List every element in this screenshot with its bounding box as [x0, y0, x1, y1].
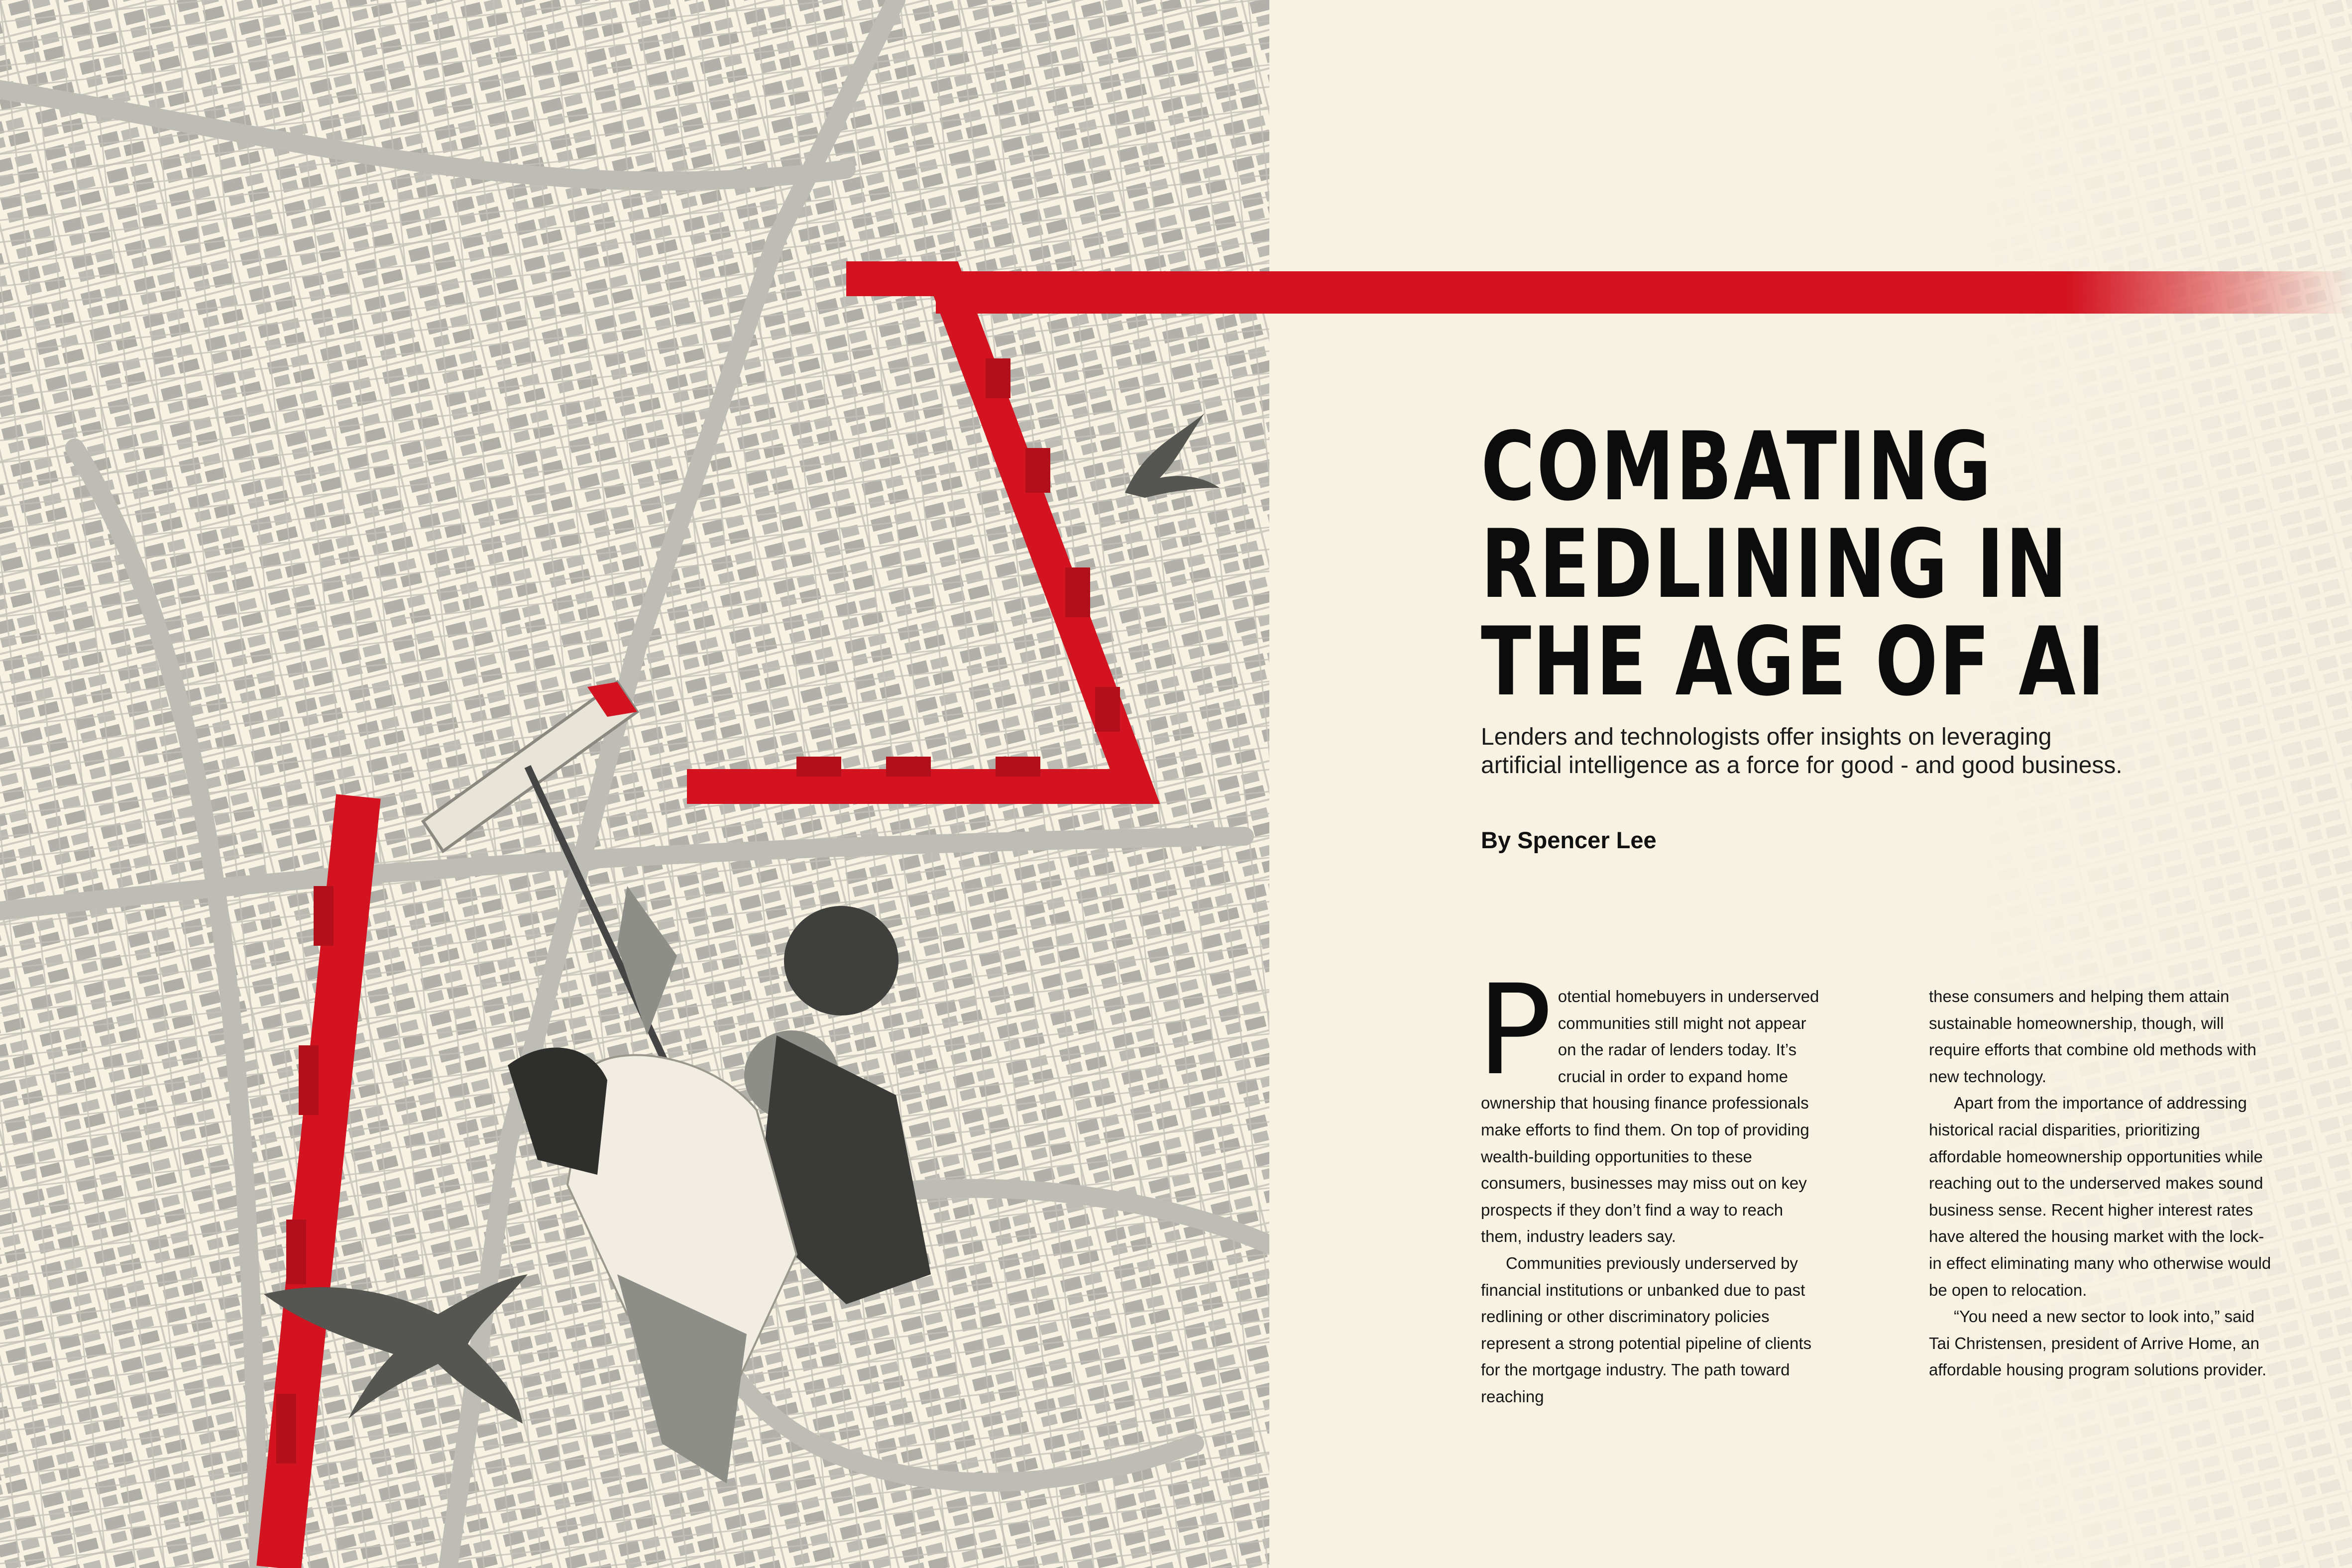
body-paragraph [1477, 958, 1827, 1250]
byline: By Spencer Lee [1481, 827, 1657, 853]
body-column-1 [1477, 958, 1827, 1410]
headline-line: COMBATING [1481, 412, 1993, 522]
body-paragraph: Communities previously underserved by financial institutions or unbanked due to past redlining or other discriminatory policies represent a strong potential pipeline of clients for the mortgage industry. The path toward reaching [1481, 1253, 1812, 1406]
headline-line: REDLINING IN [1481, 509, 2069, 619]
body-paragraph: these consumers and helping them attain sustainable homeownership, though, will require efforts that combine old methods with new technology. [1929, 987, 2256, 1086]
dek: Lenders and technologists offer insights on leveraging artificial intelligence as a force for good - and good business. [1481, 724, 2123, 779]
body-column-2 [1929, 983, 2275, 1383]
headline [1481, 412, 2107, 717]
body-paragraph: Apart from the importance of addressing historical racial disparities, prioritizing affordable homeownership opportunities while reaching out to the underserved makes sound business sense. Recent higher interest rates have altered the housing market with the lock-in effect eliminating many who otherwise would be open to relocation. [1929, 1094, 2271, 1299]
headline-line: THE AGE OF AI [1481, 607, 2107, 717]
body-paragraph-text: otential homebuyers in underserved communities still might not appear on the radar of lenders today. It’s crucial in order to expand home ownership that housing finance professionals make efforts to find them. On top of providing wealth-building opportunities to these consumers, businesses may miss out on key prospects if they don’t find a way to reach them, industry leaders say. [1481, 987, 1819, 1246]
drop-cap: P [1477, 958, 1552, 1103]
body-paragraph: “You need a new sector to look into,” said Tai Christensen, president of Arrive Home, an affordable housing program solutions provider. [1929, 1307, 2267, 1379]
